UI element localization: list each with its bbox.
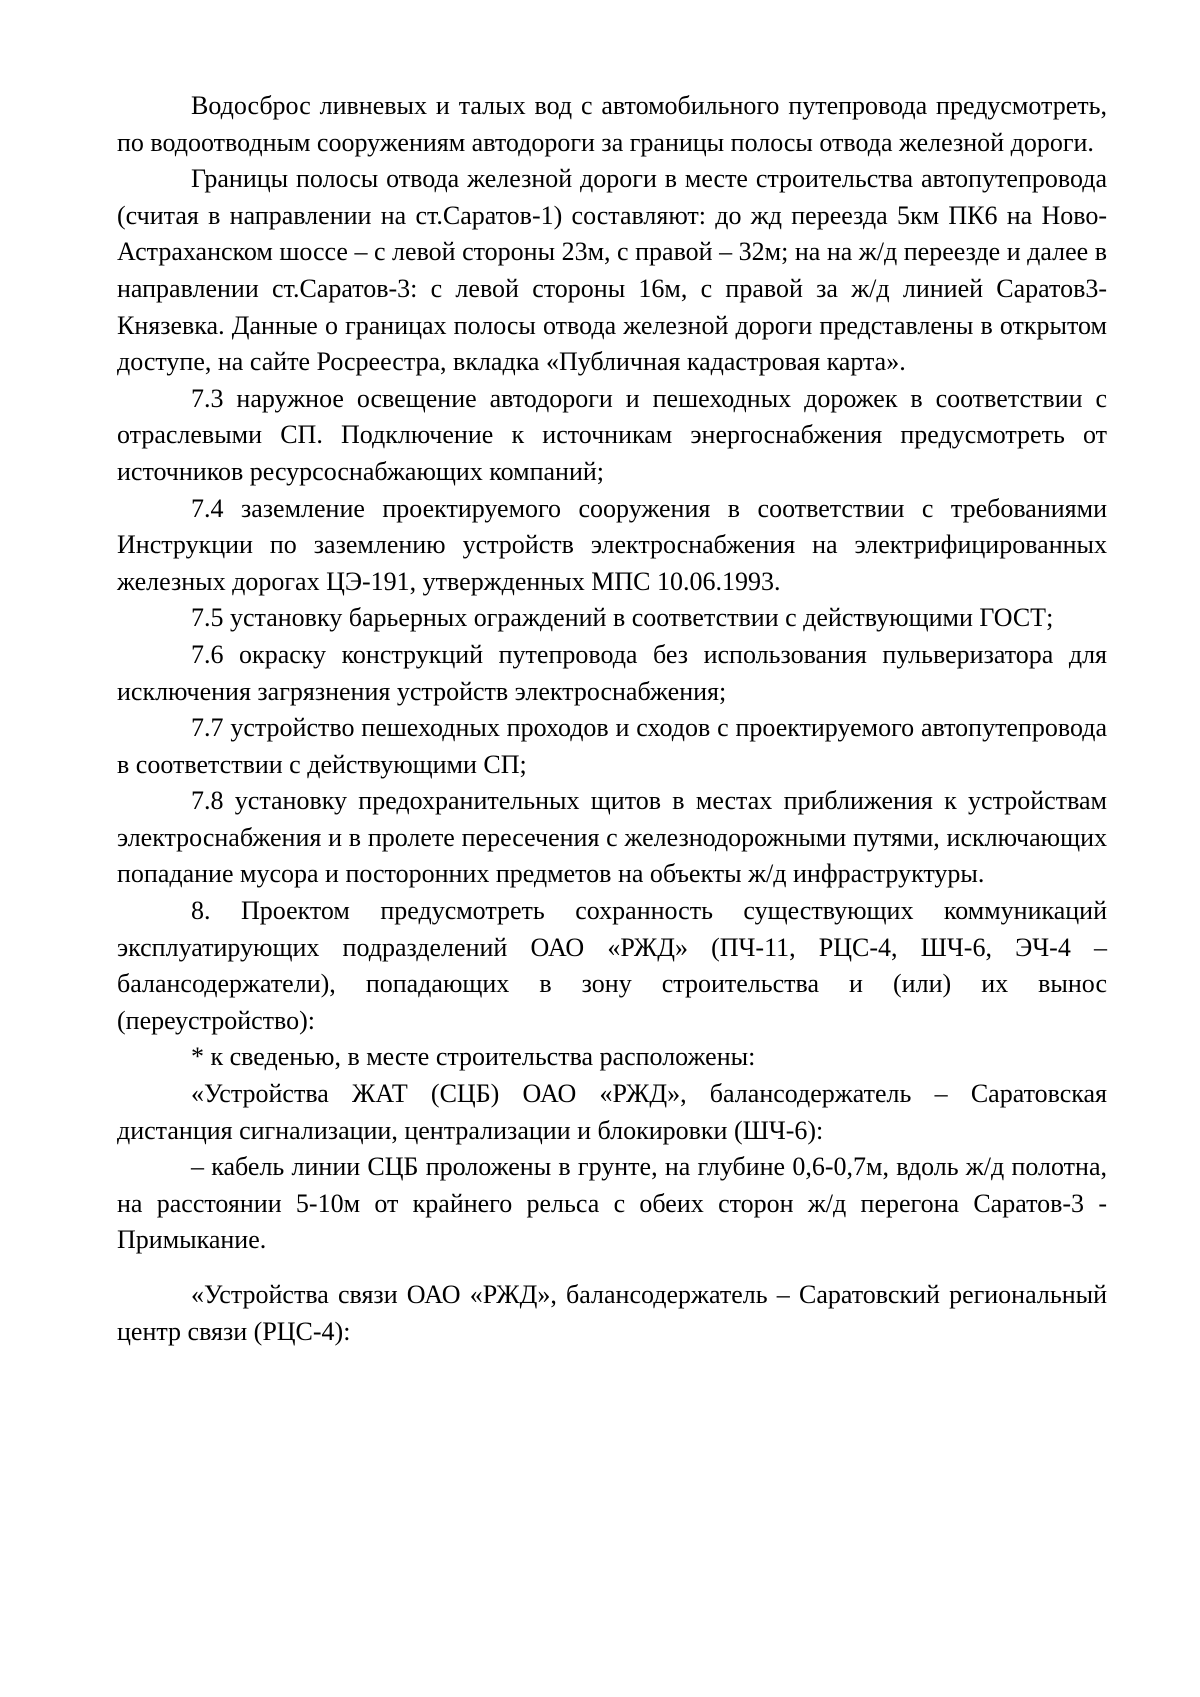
paragraph-right-of-way-boundaries: Границы полосы отвода железной дороги в месте строительства автопутепровода (считая в направлении на ст.Саратов-1) составляют: до жд переезда 5км ПК6 на Ново-Астраханском шоссе – с левой стороны 23м, с правой – 32м; на на ж/д переезде и далее в направлении ст.Саратов-3: с левой стороны 16м, с правой за ж/д линией Саратов3-Князевка. Данные о границах полосы отвода железной дороги представлены в открытом доступе, на сайте Росреестра, вкладка «Публичная кадастровая карта». (117, 164, 1107, 377)
paragraph-7-3-lighting: 7.3 наружное освещение автодороги и пешеходных дорожек в соответствии с отраслевыми СП. Подключение к источникам энергоснабжения предусмотреть от источников ресурсоснабжающих компаний; (117, 383, 1107, 486)
paragraph-7-6-painting: 7.6 окраску конструкций путепровода без использования пульверизатора для исключения загрязнения устройств электроснабжения; (117, 639, 1107, 706)
paragraph-drainage: Водосброс ливневых и талых вод с автомобильного путепровода предусмотреть, по водоотводным сооружениям автодороги за границы полосы отвода железной дороги. (117, 91, 1107, 157)
document-body (117, 88, 1107, 1350)
paragraph-zhat-devices: «Устройства ЖАТ (СЦБ) ОАО «РЖД», балансодержатель – Саратовская дистанция сигнализации, централизации и блокировки (ШЧ-6): (117, 1079, 1107, 1145)
paragraph-communication-devices: «Устройства связи ОАО «РЖД», балансодержатель – Саратовский региональный центр связи (РЦС-4): (117, 1280, 1107, 1346)
paragraph-7-4-grounding: 7.4 заземление проектируемого сооружения в соответствии с требованиями Инструкции по заземлению устройств электроснабжения на электрифицированных железных дорогах ЦЭ-191, утвержденных МПС 10.06.1993. (117, 493, 1107, 596)
paragraph-7-5-barriers: 7.5 установку барьерных ограждений в соответствии с действующими ГОСТ; (191, 603, 1054, 633)
paragraph-8-utilities: 8. Проектом предусмотреть сохранность существующих коммуникаций эксплуатирующих подразделений ОАО «РЖД» (ПЧ-11, РЦС-4, ШЧ-6, ЭЧ-4 – балансодержатели), попадающих в зону строительства и (или) их вынос (переустройство): (117, 896, 1107, 1035)
paragraph-7-8-protective-shields: 7.8 установку предохранительных щитов в местах приближения к устройствам электроснабжения и в пролете пересечения с железнодорожными путями, исключающих попадание мусора и посторонних предметов на объекты ж/д инфраструктуры. (117, 786, 1107, 889)
paragraph-7-7-pedestrian-passages: 7.7 устройство пешеходных проходов и сходов с проектируемого автопутепровода в соответствии с действующими СП; (117, 713, 1107, 779)
paragraph-note: * к сведенью, в месте строительства расположены: (191, 1042, 756, 1072)
paragraph-scb-cable: – кабель линии СЦБ проложены в грунте, на глубине 0,6-0,7м, вдоль ж/д полотна, на расстоянии 5-10м от крайнего рельса с обеих сторон ж/д перегона Саратов-3 - Примыкание. (117, 1152, 1107, 1255)
